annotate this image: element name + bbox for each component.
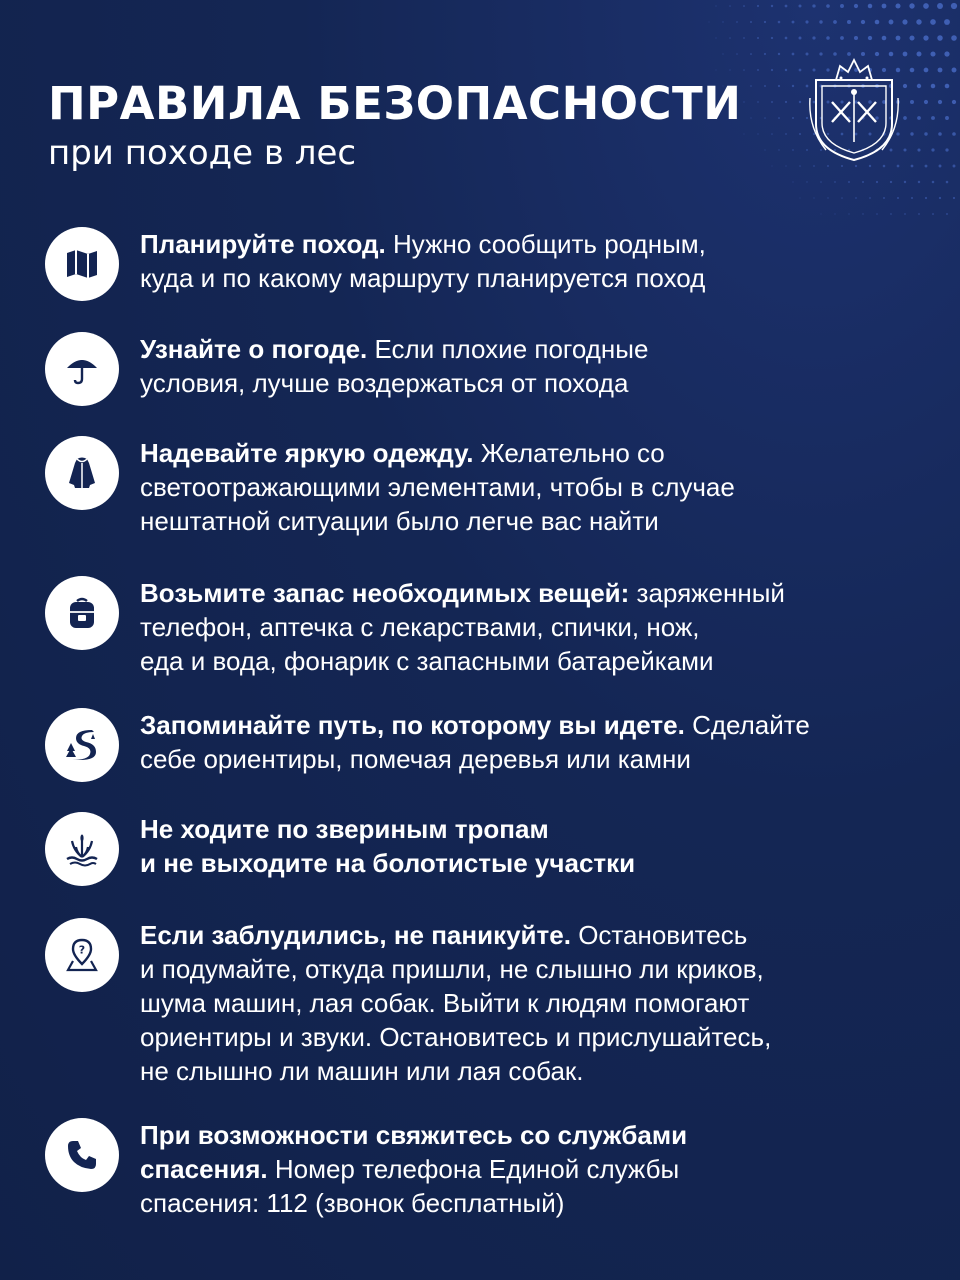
rule-body-text: телефон, аптечка с лекарствами, спички, нож, (140, 612, 700, 642)
rule-text (140, 436, 930, 538)
rule-body-text: ориентиры и звуки. Остановитесь и прислушайтесь, (140, 1022, 772, 1052)
rule-body-text: заряженный (629, 578, 785, 608)
rule-body-text: условия, лучше воздержаться от похода (140, 368, 629, 398)
svg-text:?: ? (78, 943, 86, 957)
page-subtitle: при походе в лес (48, 133, 357, 173)
location-icon (64, 937, 100, 973)
rule-icon-circle (45, 436, 119, 510)
rule-text-line (140, 610, 930, 644)
rule-body-text: шума машин, лая собак. Выйти к людям помогают (140, 988, 750, 1018)
rule-text (140, 918, 930, 1088)
rule-body-text: Желательно со (473, 438, 665, 468)
header (48, 78, 741, 174)
rule-text-line (140, 436, 930, 470)
trail-icon (64, 727, 100, 763)
rule-body-text: Сделайте (684, 710, 810, 740)
rule-text-line (140, 986, 930, 1020)
rule-body-text: нештатной ситуации было легче вас найти (140, 506, 659, 536)
rule-text-line (140, 742, 930, 776)
rule-body-text: и подумайте, откуда пришли, не слышно ли криков, (140, 954, 764, 984)
rule-icon-circle (45, 708, 119, 782)
rule-text-line (140, 504, 930, 538)
rule-text-line (140, 846, 930, 880)
rule-bold-lead: Если заблудились, не паникуйте. (140, 920, 571, 950)
rule-text (140, 227, 930, 295)
rule-body-text: Номер телефона Единой службы (267, 1154, 680, 1184)
rule-bold-lead: Не ходите по звериным тропам (140, 814, 549, 844)
rule-body-text: еда и вода, фонарик с запасными батарейками (140, 646, 714, 676)
rule-text-line (140, 812, 930, 846)
rule-body-text: себе ориентиры, помечая деревья или камни (140, 744, 691, 774)
rule-text-line (140, 1054, 930, 1088)
rule-text-line (140, 918, 930, 952)
coat-of-arms-icon (806, 58, 902, 164)
backpack-icon (64, 595, 100, 631)
rule-bold-lead: Узнайте о погоде. (140, 334, 368, 364)
rule-icon-circle (45, 918, 119, 992)
rule-body-text: Остановитесь (570, 920, 748, 950)
page-title: ПРАВИЛА БЕЗОПАСНОСТИ (48, 77, 742, 130)
rule-icon-circle (45, 227, 119, 301)
rule-text-line (140, 952, 930, 986)
rule-bold-lead: Возьмите запас необходимых вещей: (140, 578, 630, 608)
rule-text (140, 708, 930, 776)
rule-text-line (140, 1020, 930, 1054)
rule-text-line (140, 332, 930, 366)
rule-text (140, 1118, 930, 1220)
rule-text-line (140, 261, 930, 295)
rule-text-line (140, 1186, 930, 1220)
phone-icon (64, 1137, 100, 1173)
rule-body-text: Если плохие погодные (367, 334, 649, 364)
rule-icon-circle (45, 1118, 119, 1192)
rule-text (140, 812, 930, 880)
rule-bold-lead: Запоминайте путь, по которому вы идете. (140, 710, 685, 740)
rule-text-line (140, 1118, 930, 1152)
rule-bold-lead: и не выходите на болотистые участки (140, 848, 636, 878)
rule-text (140, 332, 930, 400)
rule-text-line (140, 470, 930, 504)
rule-bold-lead: Планируйте поход. (140, 229, 386, 259)
rule-text-line (140, 576, 930, 610)
rule-text-line (140, 1152, 930, 1186)
rule-body-text: Нужно сообщить родным, (385, 229, 706, 259)
rule-text-line (140, 708, 930, 742)
rule-icon-circle (45, 332, 119, 406)
rule-bold-lead: Надевайте яркую одежду. (140, 438, 474, 468)
rule-icon-circle (45, 576, 119, 650)
rule-bold-lead: спасения. (140, 1154, 268, 1184)
rule-bold-lead: При возможности свяжитесь со службами (140, 1120, 688, 1150)
rule-body-text: не слышно ли машин или лая собак. (140, 1056, 584, 1086)
rule-body-text: светоотражающими элементами, чтобы в случае (140, 472, 735, 502)
rule-text-line (140, 366, 930, 400)
map-icon (64, 246, 100, 282)
swamp-icon (64, 831, 100, 867)
rule-text-line (140, 227, 930, 261)
rule-body-text: куда и по какому маршруту планируется поход (140, 263, 706, 293)
rule-body-text: спасения: 112 (звонок бесплатный) (140, 1188, 565, 1218)
rule-text-line (140, 644, 930, 678)
rule-icon-circle (45, 812, 119, 886)
umbrella-icon (64, 351, 100, 387)
jacket-icon (64, 455, 100, 491)
rule-text (140, 576, 930, 678)
